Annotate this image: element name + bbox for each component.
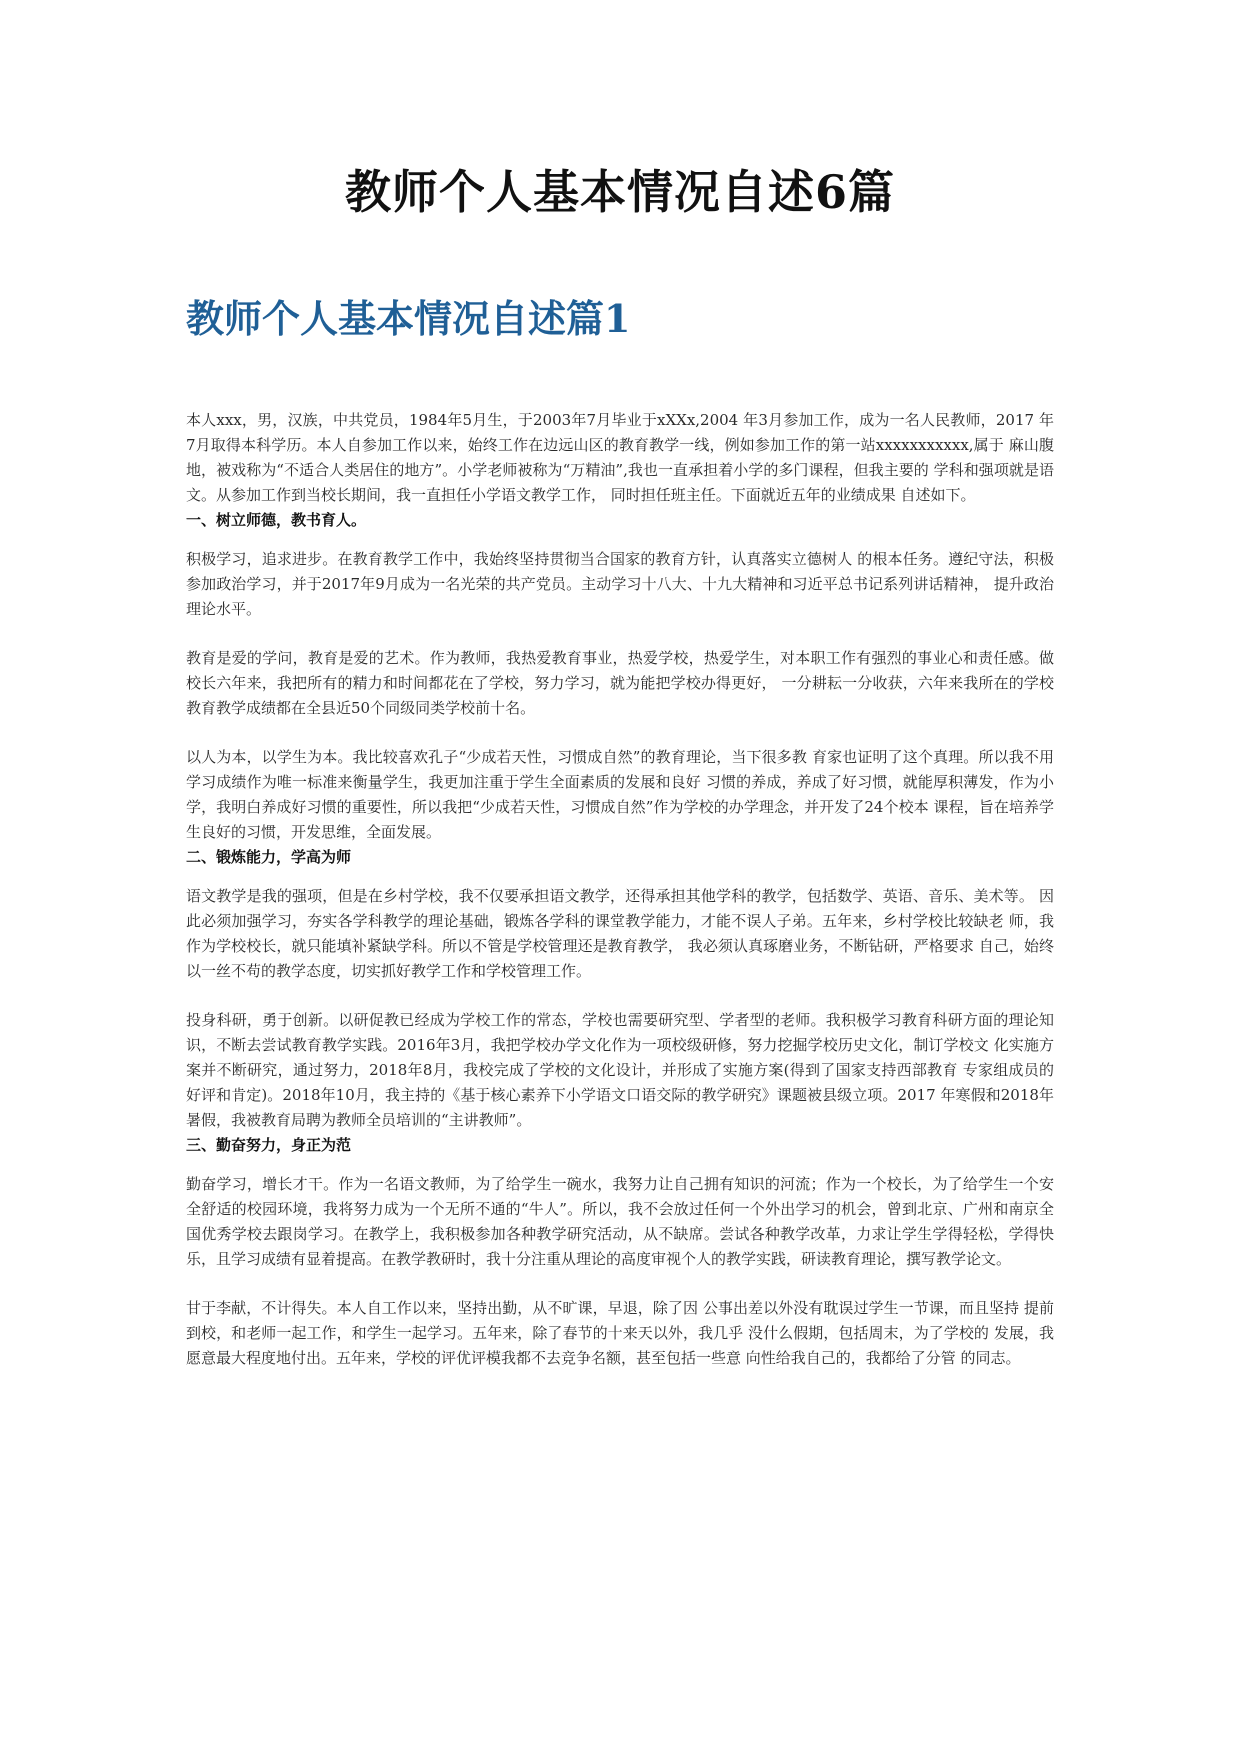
section-heading-2: 二、锻炼能力，学高为师 xyxy=(186,848,352,866)
intro-paragraph: 本人xxx，男，汉族，中共党员，1984年5月生，于2003年7月毕业于xXXx,2004 年3月参加工作，成为一名人民教师，2017 年7月取得本科学历。本人自参加工作以来，始终工作在边远山区的教育教学一线，例如参加工作的第一站xxxxxxxxxxx,属于 麻山腹地，被戏称为“不适合人类居住的地方”。小学老师被称为“万精油”,我也一直承担着小学的多门课程，但我主要的 学科和强项就是语文。从参加工作到当校长期间，我一直担任小学语文教学工作， 同时担任班主任。下面就近五年的业绩成果 自述如下。 xyxy=(186,411,1054,504)
section-heading-3: 三、勤奋努力，身正为范 xyxy=(186,1136,352,1154)
body-paragraph: 语文教学是我的强项，但是在乡村学校，我不仅要承担语文教学，还得承担其他学科的教学，包括数学、英语、音乐、美术等。 因此必须加强学习，夯实各学科教学的理论基础，锻炼各学科的课堂教学能力，才能不误人子弟。五年来，乡村学校比较缺老 师，我作为学校校长，就只能填补紧缺学科。所以不管是学校管理还是教育教学， 我必须认真琢磨业务，不断钻研，严格要求 自己，始终以一丝不苟的教学态度，切实抓好教学工作和学校管理工作。 xyxy=(186,887,1054,980)
section-heading-1: 一、树立师德，教书育人。 xyxy=(186,511,367,529)
body-paragraph: 教育是爱的学问，教育是爱的艺术。作为教师，我热爱教育事业，热爱学校，热爱学生，对本职工作有强烈的事业心和责任感。做校长六年来，我把所有的精力和时间都花在了学校，努力学习，就为能把学校办得更好， 一分耕耘一分收获，六年来我所在的学校教育教学成绩都在全县近50个同级同类学校前十名。 xyxy=(186,649,1054,717)
body-paragraph: 以人为本，以学生为本。我比较喜欢孔子“少成若天性，习惯成自然”的教育理论，当下很多教 育家也证明了这个真理。所以我不用学习成绩作为唯一标准来衡量学生，我更加注重于学生全面素质的发展和良好 习惯的养成，养成了好习惯，就能厚积薄发，作为小学，我明白养成好习惯的重要性，所以我把“少成若天性，习惯成自然”作为学校的办学理念，并开发了24个校本 课程，旨在培养学生良好的习惯，开发思维，全面发展。 xyxy=(186,748,1054,841)
section-title: 教师个人基本情况自述篇1 xyxy=(186,296,631,341)
body-paragraph: 甘于李献，不计得失。本人自工作以来，坚持出勤，从不旷课，早退，除了因 公事出差以外没有耽误过学生一节课，而且坚持 提前到校，和老师一起工作，和学生一起学习。五年来，除了春节的十来天以外，我几乎 没什么假期，包括周末，为了学校的 发展，我愿意最大程度地付出。五年来，学校的评优评模我都不去竞争名额，甚至包括一些意 向性给我自己的，我都给了分管 的同志。 xyxy=(186,1299,1054,1367)
document-title: 教师个人基本情况自述6篇 xyxy=(344,165,895,219)
body-paragraph: 积极学习，追求进步。在教育教学工作中，我始终坚持贯彻当合国家的教育方针，认真落实立德树人 的根本任务。遵纪守法，积极参加政治学习，并于2017年9月成为一名光荣的共产党员。主动学习十八大、十九大精神和习近平总书记系列讲话精神， 提升政治理论水平。 xyxy=(186,550,1054,618)
document-body xyxy=(186,408,1054,1371)
body-paragraph: 勤奋学习，增长才干。作为一名语文教师，为了给学生一碗水，我努力让自己拥有知识的河流；作为一个校长，为了给学生一个安全舒适的校园环境，我将努力成为一个无所不通的“牛人”。所以，我不会放过任何一个外出学习的机会，曾到北京、广州和南京全国优秀学校去跟岗学习。在教学上，我积极参加各种教学研究活动，从不缺席。尝试各种教学改革，力求让学生学得轻松，学得快乐，且学习成绩有显着提高。在教学教研时，我十分注重从理论的高度审视个人的教学实践，研读教育理论，撰写教学论文。 xyxy=(186,1175,1054,1268)
body-paragraph: 投身科研，勇于创新。以研促教已经成为学校工作的常态，学校也需要研究型、学者型的老师。我积极学习教育科研方面的理论知识，不断去尝试教育教学实践。2016年3月，我把学校办学文化作为一项校级研修，努力挖掘学校历史文化，制订学校文 化实施方案并不断研究，通过努力，2018年8月，我校完成了学校的文化设计，并形成了实施方案(得到了国家支持西部教育 专家组成员的好评和肯定)。2018年10月，我主持的《基于核心素养下小学语文口语交际的教学研究》课题被县级立项。2017 年寒假和2018年暑假，我被教育局聘为教师全员培训的“主讲教师”。 xyxy=(186,1011,1054,1129)
